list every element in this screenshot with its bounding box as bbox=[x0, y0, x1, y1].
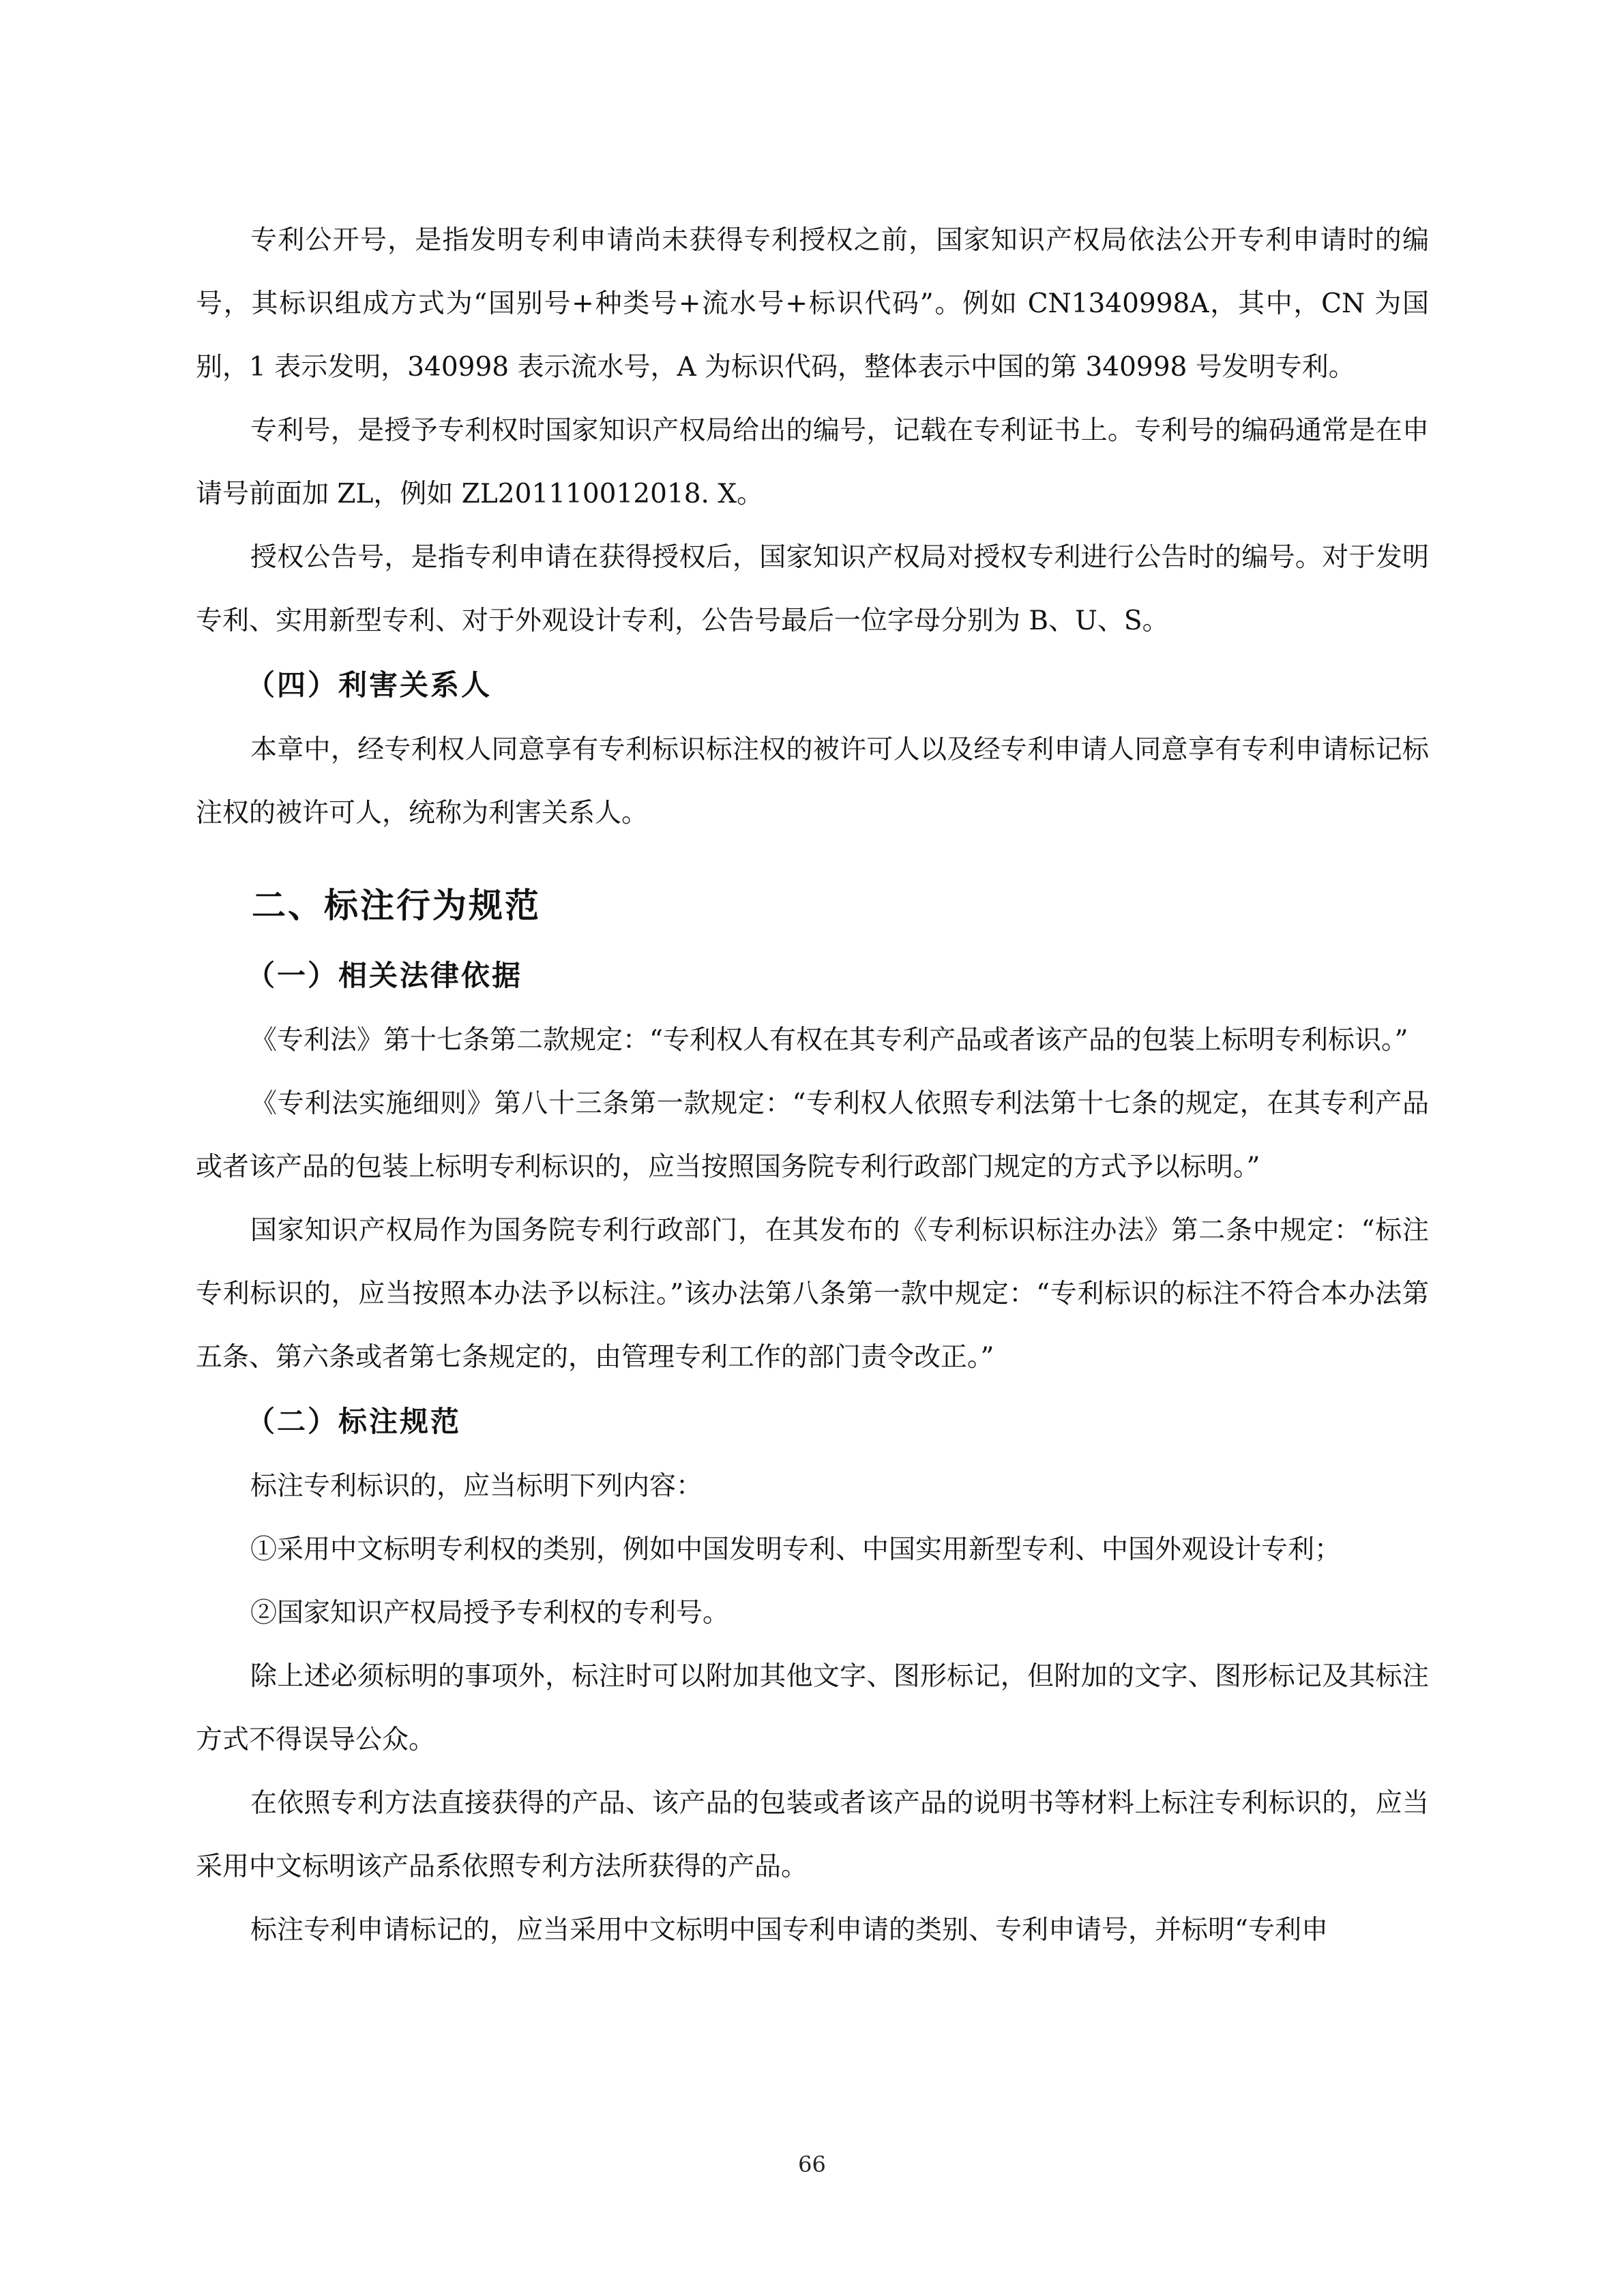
paragraph-interested-parties: 本章中，经专利权人同意享有专利标识标注权的被许可人以及经专利申请人同意享有专利申请标记标注权的被许可人，统称为利害关系人。 bbox=[196, 734, 1429, 829]
paragraph-marking-contents-intro: 标注专利标识的，应当标明下列内容： bbox=[250, 1471, 703, 1502]
paragraph-additional-marks: 除上述必须标明的事项外，标注时可以附加其他文字、图形标记，但附加的文字、图形标记及其标注方式不得误导公众。 bbox=[196, 1661, 1429, 1755]
paragraph-grant-announcement-number: 授权公告号，是指专利申请在获得授权后，国家知识产权局对授权专利进行公告时的编号。对于发明专利、实用新型专利、对于外观设计专利，公告号最后一位字母分别为 B、U、S。 bbox=[196, 542, 1429, 636]
heading-legal-basis: （一）相关法律依据 bbox=[246, 959, 523, 992]
paragraph-publication-number: 专利公开号，是指发明专利申请尚未获得专利授权之前，国家知识产权局依法公开专利申请时的编号，其标识组成方式为“国别号+种类号+流水号+标识代码”。例如 CN1340998A，其中，CN 为国别，1 表示发明，340998 表示流水号，A 为标识代码，整体表示中国的第 340998 号发明专利。 bbox=[196, 225, 1429, 383]
section-heading-marking-norms: 二、标注行为规范 bbox=[252, 886, 541, 925]
page-content bbox=[196, 209, 1429, 1962]
paragraph-implementing-rules-article-83: 《专利法实施细则》第八十三条第一款规定：“专利权人依照专利法第十七条的规定，在其专利产品或者该产品的包装上标明专利标识的，应当按照国务院专利行政部门规定的方式予以标明。” bbox=[196, 1088, 1429, 1182]
paragraph-application-marking: 标注专利申请标记的，应当采用中文标明中国专利申请的类别、专利申请号，并标明“专利申 bbox=[250, 1915, 1328, 1945]
paragraph-cnipa-marking-measures: 国家知识产权局作为国务院专利行政部门，在其发布的《专利标识标注办法》第二条中规定：“标注专利标识的，应当按照本办法予以标注。”该办法第八条第一款中规定：“专利标识的标注不符合本办法第五条、第六条或者第七条规定的，由管理专利工作的部门责令改正。” bbox=[196, 1215, 1429, 1373]
heading-marking-norms: （二）标注规范 bbox=[246, 1405, 462, 1438]
list-item-patent-number: ②国家知识产权局授予专利权的专利号。 bbox=[250, 1598, 730, 1628]
list-item-patent-type: ①采用中文标明专利权的类别，例如中国发明专利、中国实用新型专利、中国外观设计专利； bbox=[250, 1534, 1342, 1565]
paragraph-patent-law-article-17: 《专利法》第十七条第二款规定：“专利权人有权在其专利产品或者该产品的包装上标明专利标识。” bbox=[250, 1025, 1408, 1056]
paragraph-process-patent-marking: 在依照专利方法直接获得的产品、该产品的包装或者该产品的说明书等材料上标注专利标识的，应当采用中文标明该产品系依照专利方法所获得的产品。 bbox=[196, 1788, 1429, 1882]
paragraph-patent-number: 专利号，是授予专利权时国家知识产权局给出的编号，记载在专利证书上。专利号的编码通常是在申请号前面加 ZL，例如 ZL201110012018. X。 bbox=[196, 415, 1429, 509]
page-number: 66 bbox=[798, 2151, 826, 2177]
heading-interested-parties: （四）利害关系人 bbox=[246, 668, 492, 702]
